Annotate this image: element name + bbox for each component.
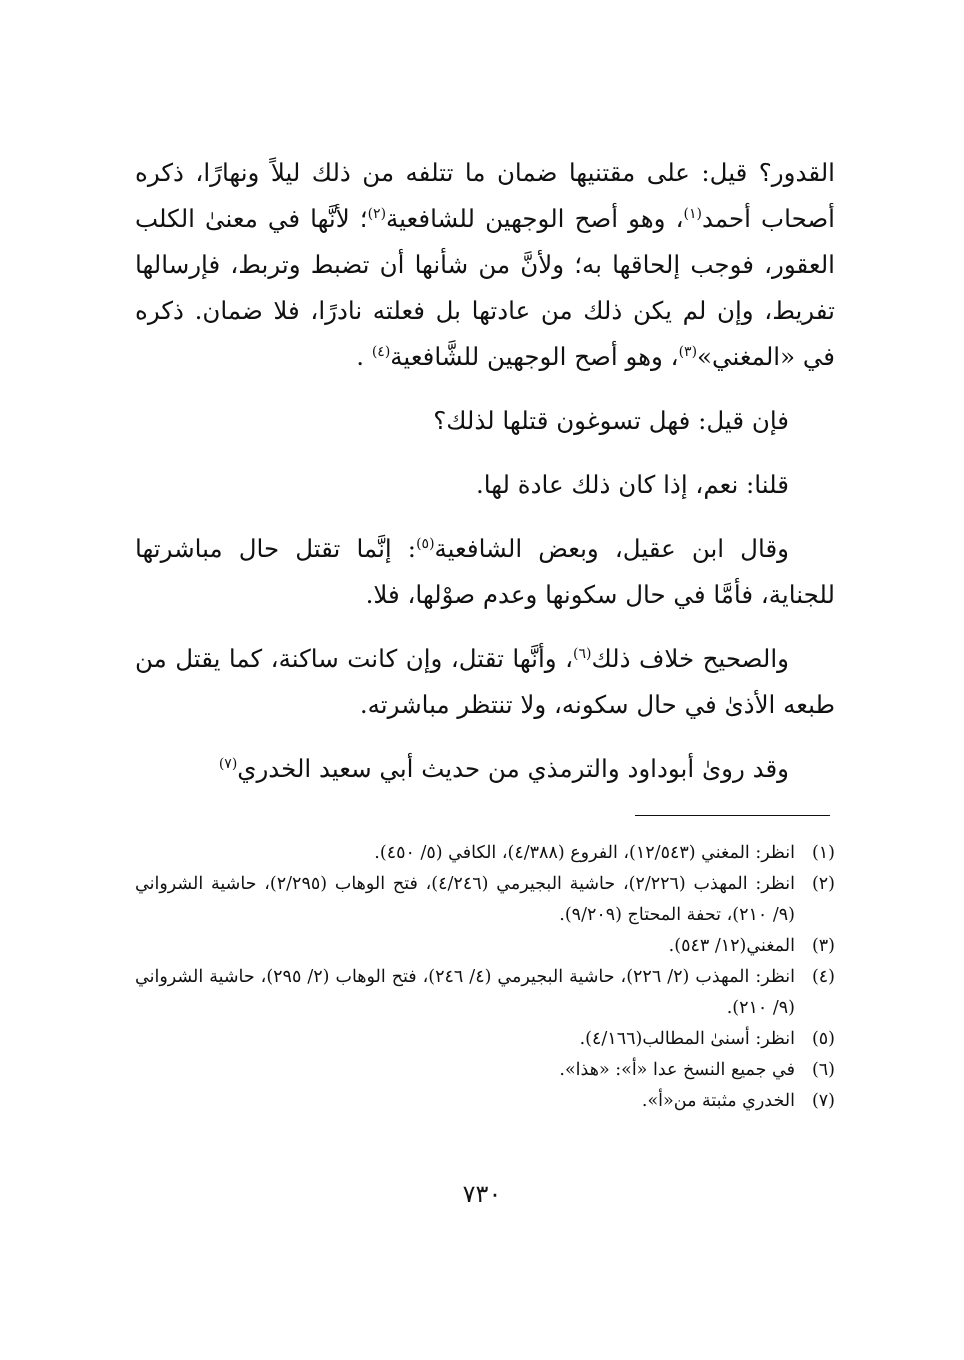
footnote-number: (١) <box>811 843 835 863</box>
footnote-ref-3[interactable]: (٣) <box>678 343 698 360</box>
footnote-text: في جميع النسخ عدا «أ»: «هذا». <box>559 1060 795 1080</box>
footnote-number: (٢) <box>811 874 835 894</box>
footnote-number: (٧) <box>811 1091 835 1111</box>
footnote-text: الخدري مثبتة من«أ». <box>641 1091 795 1111</box>
paragraph-2: فإن قيل: فهل تسوغون قتلها لذلك؟ <box>433 406 789 435</box>
main-text <box>135 150 835 792</box>
footnote-item-4 <box>135 962 835 1024</box>
paragraph-3: قلنا: نعم، إذا كان ذلك عادة لها. <box>475 470 789 499</box>
paragraph-1: القدور؟ قيل: على مقتنيها ضمان ما تتلفه من ذلك ليلاً ونهارًا، ذكره أصحاب أحمد$^{(١)}$، وهو أصح الوجهين للشافعية$^{(٢)}$؛ لأنَّها في معنىٰ الكلب العقور، فوجب إلحاقها به؛ ولأنَّ من شأنها أن تضبط وتربط، فإرسالها تفريط، وإن لم يكن ذلك من عادتها بل فعلته نادرًا، فلا ضمان. ذكره في «المغني»$^{(٣)}$، وهو أصح الوجهين للشَّافعية$^{(٤)}$ . <box>135 158 835 371</box>
footnote-item-2 <box>135 869 835 931</box>
footnote-ref-1[interactable]: (١) <box>683 205 702 222</box>
footnote-ref-7[interactable]: (٧) <box>218 755 238 772</box>
footnote-text: انظر: المهذب (٢/ ٢٢٦)، حاشية البجيرمي (٤/ ٢٤٦)، فتح الوهاب (٢/ ٢٩٥)، حاشية الشرواني (٩/ ٢١٠). <box>135 967 796 1018</box>
footnote-number: (٥) <box>811 1029 835 1049</box>
footnote-number: (٦) <box>811 1060 835 1080</box>
footnote-text: انظر: أسنىٰ المطالب(٤/١٦٦). <box>579 1029 795 1049</box>
page-number: ٧٣٠ <box>462 1180 502 1208</box>
footnote-item-6 <box>135 1055 835 1086</box>
footnote-number: (٣) <box>811 936 835 956</box>
footnote-item-7 <box>135 1086 835 1117</box>
footnotes <box>135 838 835 1117</box>
footnote-ref-5[interactable]: (٥) <box>416 535 435 552</box>
footnote-item-5 <box>135 1024 835 1055</box>
footnote-ref-2[interactable]: (٢) <box>367 205 387 222</box>
paragraph-5: والصحيح خلاف ذلك$^{(٦)}$، وأنَّها تقتل، وإن كانت ساكنة، كما يقتل من طبعه الأذىٰ في حال سكونه، ولا تنتظر مباشرته. <box>135 644 835 719</box>
paragraph-6: وقد روىٰ أبوداود والترمذي من حديث أبي سعيد الخدري$^{(٧)}$ <box>218 754 789 783</box>
footnote-text: المغني(١٢/ ٥٤٣). <box>668 936 795 956</box>
footnote-item-1 <box>135 838 835 869</box>
footnote-item-3 <box>135 931 835 962</box>
footnote-text: انظر: المغني (١٢/٥٤٣)، الفروع (٤/٣٨٨)، الكافي (٥/ ٤٥٠). <box>374 843 795 863</box>
footnote-separator <box>635 815 830 816</box>
footnote-ref-4[interactable]: (٤) <box>371 343 391 360</box>
footnote-number: (٤) <box>811 967 835 987</box>
footnote-text: انظر: المهذب (٢/٢٢٦)، حاشية البجيرمي (٤/٢٤٦)، فتح الوهاب (٢/٢٩٥)، حاشية الشرواني (٩/ ٢١٠)، تحفة المحتاج (٩/٢٠٩). <box>135 874 795 925</box>
footnote-ref-6[interactable]: (٦) <box>573 645 592 662</box>
paragraph-4: وقال ابن عقيل، وبعض الشافعية$^{(٥)}$: إنَّما تقتل حال مباشرتها للجناية، فأمَّا في حال سكونها وعدم صوْلها، فلا. <box>135 534 835 609</box>
